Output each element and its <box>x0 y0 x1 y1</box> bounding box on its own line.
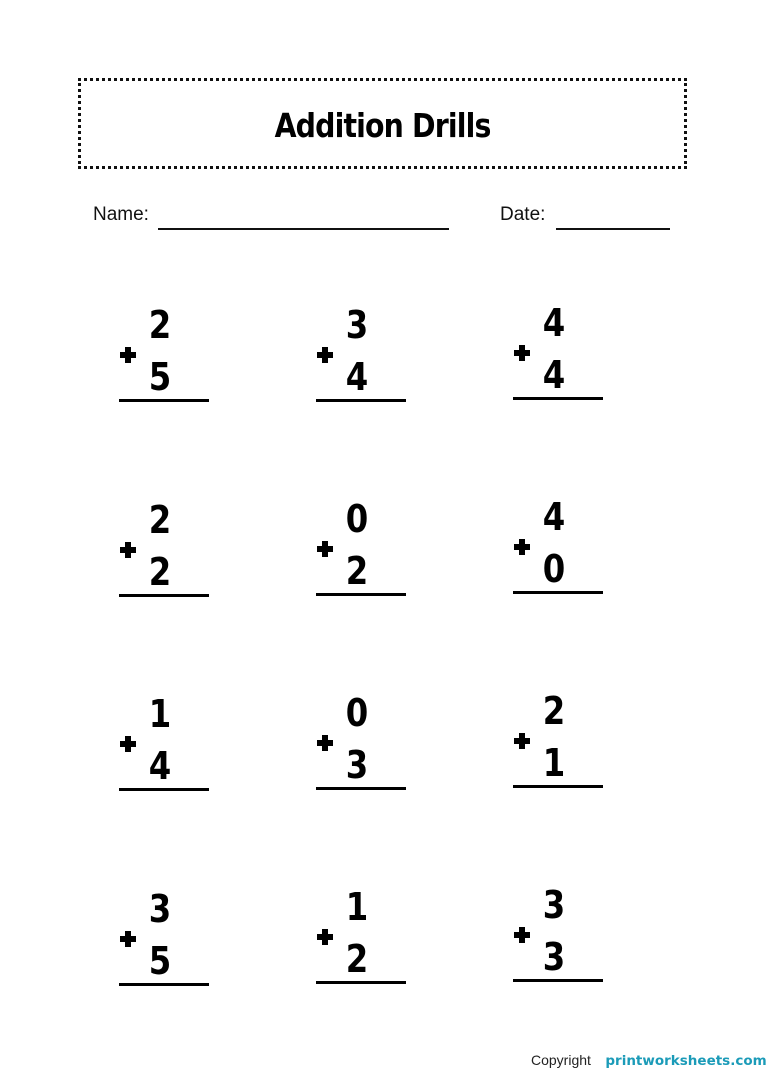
addend-bottom: 3 <box>542 935 566 979</box>
addend-bottom: 5 <box>148 355 172 399</box>
answer-line[interactable] <box>316 787 406 790</box>
problem-3 <box>513 301 613 414</box>
answer-line[interactable] <box>119 983 209 986</box>
addend-bottom: 1 <box>542 741 566 785</box>
problem-12 <box>513 883 613 996</box>
plus-icon <box>513 344 531 362</box>
addend-bottom: 0 <box>542 547 566 591</box>
plus-icon <box>513 732 531 750</box>
plus-icon <box>316 346 334 364</box>
plus-icon <box>119 346 137 364</box>
addend-bottom: 2 <box>148 550 172 594</box>
date-label: Date: <box>500 204 546 225</box>
addend-bottom: 4 <box>542 353 566 397</box>
addend-top: 0 <box>345 691 369 735</box>
addend-top: 4 <box>542 495 566 539</box>
problem-10 <box>119 887 219 1000</box>
addend-bottom: 4 <box>148 744 172 788</box>
answer-line[interactable] <box>513 397 603 400</box>
addend-top: 4 <box>542 301 566 345</box>
problem-6 <box>513 495 613 608</box>
addend-bottom: 2 <box>345 549 369 593</box>
answer-line[interactable] <box>119 399 209 402</box>
answer-line[interactable] <box>119 594 209 597</box>
addend-bottom: 4 <box>345 355 369 399</box>
answer-line[interactable] <box>119 788 209 791</box>
problem-9 <box>513 689 613 802</box>
plus-icon <box>513 926 531 944</box>
addend-bottom: 3 <box>345 743 369 787</box>
copyright-label: Copyright <box>531 1052 591 1068</box>
addend-top: 2 <box>542 689 566 733</box>
answer-line[interactable] <box>513 591 603 594</box>
plus-icon <box>316 928 334 946</box>
addend-bottom: 5 <box>148 939 172 983</box>
name-field[interactable] <box>158 228 449 230</box>
answer-line[interactable] <box>316 593 406 596</box>
plus-icon <box>316 734 334 752</box>
plus-icon <box>119 541 137 559</box>
addend-top: 0 <box>345 497 369 541</box>
plus-icon <box>119 930 137 948</box>
title-box <box>78 78 687 169</box>
problem-2 <box>316 303 416 416</box>
date-field[interactable] <box>556 228 670 230</box>
addend-top: 3 <box>542 883 566 927</box>
problem-11 <box>316 885 416 998</box>
plus-icon <box>119 735 137 753</box>
addend-top: 3 <box>345 303 369 347</box>
addend-top: 3 <box>148 887 172 931</box>
answer-line[interactable] <box>513 979 603 982</box>
answer-line[interactable] <box>316 399 406 402</box>
plus-icon <box>513 538 531 556</box>
problem-1 <box>119 303 219 416</box>
plus-icon <box>316 540 334 558</box>
name-label: Name: <box>93 204 149 225</box>
site-link[interactable]: printworksheets.com <box>605 1053 767 1069</box>
addend-top: 1 <box>148 692 172 736</box>
problem-7 <box>119 692 219 805</box>
problem-5 <box>316 497 416 610</box>
addend-bottom: 2 <box>345 937 369 981</box>
answer-line[interactable] <box>316 981 406 984</box>
addend-top: 1 <box>345 885 369 929</box>
addend-top: 2 <box>148 498 172 542</box>
problem-8 <box>316 691 416 804</box>
answer-line[interactable] <box>513 785 603 788</box>
footer <box>531 1052 767 1069</box>
problem-4 <box>119 498 219 611</box>
page-title: Addition Drills <box>274 106 491 145</box>
addend-top: 2 <box>148 303 172 347</box>
